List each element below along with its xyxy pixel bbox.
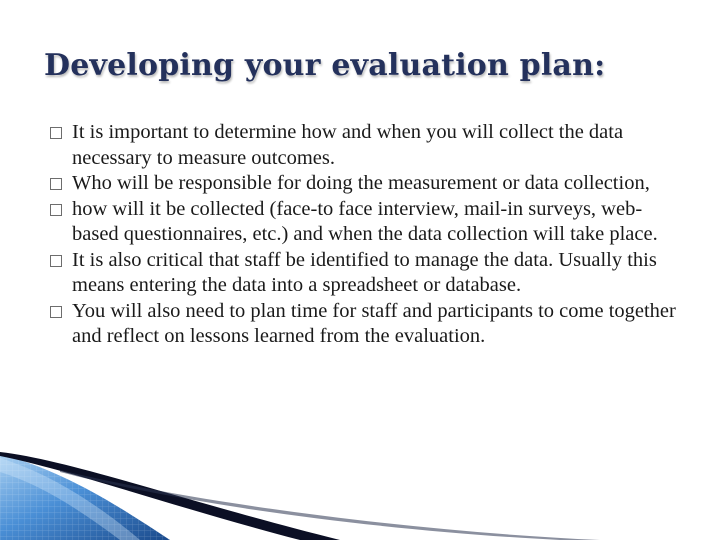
bullet-text: It is also critical that staff be identified to manage the data. Usually this means entering the data into a spreadsheet or database. (72, 248, 657, 296)
bullet-item (50, 197, 680, 248)
square-bullet-icon (50, 255, 62, 267)
square-bullet-icon (50, 204, 62, 216)
slide-title: Developing your evaluation plan: (44, 48, 606, 83)
wave-grid (0, 454, 170, 540)
blue-wave-decoration (0, 440, 720, 540)
bullet-list (50, 120, 680, 350)
bullet-item (50, 120, 680, 171)
bullet-item (50, 299, 680, 350)
bullet-text: It is important to determine how and when you will collect the data necessary to measure outcomes. (72, 121, 624, 169)
bullet-item (50, 248, 680, 299)
square-bullet-icon (50, 178, 62, 190)
square-bullet-icon (50, 127, 62, 139)
bullet-item (50, 171, 680, 197)
square-bullet-icon (50, 306, 62, 318)
bullet-text: how will it be collected (face-to face interview, mail-in surveys, web-based questionnaires, etc.) and when the data collection will take place. (72, 197, 658, 245)
bullet-text: You will also need to plan time for staff and participants to come together and reflect on lessons learned from the evaluation. (72, 299, 676, 347)
bullet-text: Who will be responsible for doing the measurement or data collection, (72, 172, 650, 194)
